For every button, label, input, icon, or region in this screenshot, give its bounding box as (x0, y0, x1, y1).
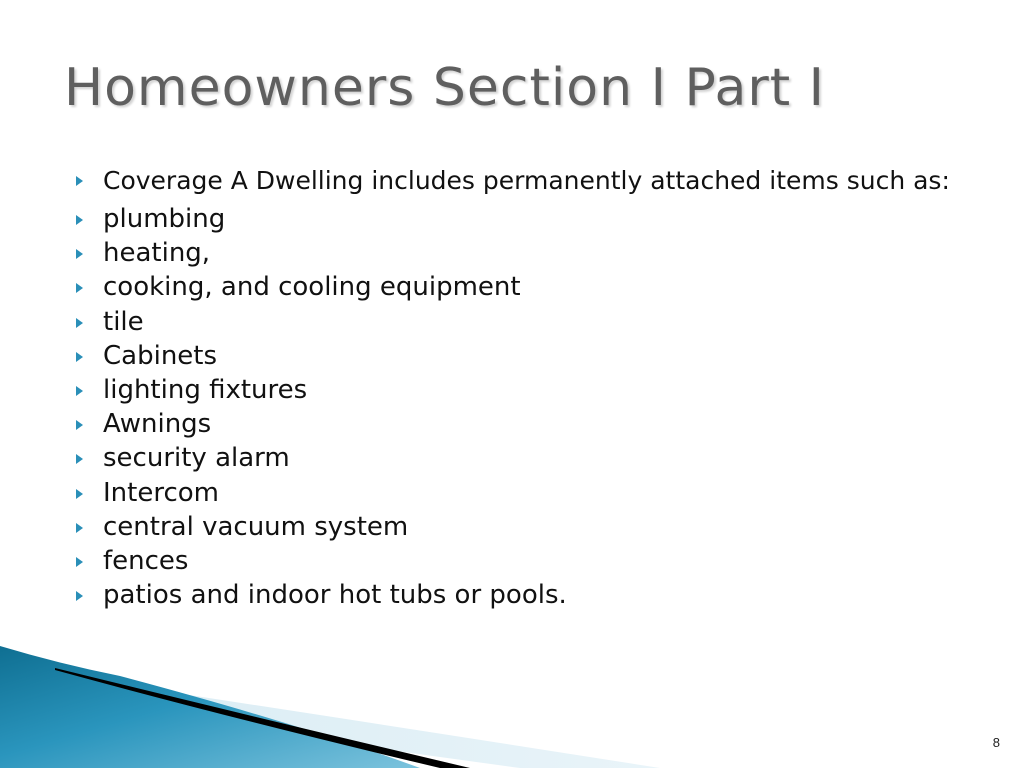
list-item-text: lighting fixtures (103, 375, 308, 406)
list-item-text: Coverage A Dwelling includes permanently attached items such as: (103, 166, 950, 195)
triangle-right-icon (76, 283, 83, 293)
list-item (74, 578, 974, 612)
list-item-text: Awnings (103, 409, 212, 440)
list-item-text: Intercom (103, 477, 219, 508)
list-item (74, 407, 974, 441)
list-item-text: central vacuum system (103, 511, 409, 542)
triangle-right-icon (76, 215, 83, 225)
list-item (74, 166, 974, 202)
list-item (74, 373, 974, 407)
triangle-right-icon (76, 489, 83, 499)
triangle-right-icon (76, 318, 83, 328)
list-item-text: plumbing (103, 204, 226, 234)
triangle-right-icon (76, 591, 83, 601)
triangle-right-icon (76, 420, 83, 430)
triangle-right-icon (76, 176, 83, 186)
list-item-text: cooking, and cooling equipment (103, 272, 521, 303)
triangle-right-icon (76, 352, 83, 362)
list-item-text: tile (103, 306, 144, 337)
list-item (74, 544, 974, 578)
triangle-right-icon (76, 249, 83, 259)
decorative-swoosh (0, 646, 660, 768)
list-item (74, 202, 974, 236)
triangle-right-icon (76, 557, 83, 567)
triangle-right-icon (76, 454, 83, 464)
bullet-list (74, 166, 974, 612)
page-number: 8 (992, 735, 1000, 750)
list-item (74, 510, 974, 544)
triangle-right-icon (76, 523, 83, 533)
list-item (74, 339, 974, 373)
list-item-text: security alarm (103, 443, 290, 474)
list-item (74, 305, 974, 339)
triangle-right-icon (76, 386, 83, 396)
slide-title: Homeowners Section I Part I (64, 58, 825, 118)
list-item-text: fences (103, 546, 189, 577)
list-item-text: patios and indoor hot tubs or pools. (103, 580, 567, 611)
list-item (74, 441, 974, 475)
list-item (74, 476, 974, 510)
list-item-text: heating, (103, 238, 211, 269)
list-item (74, 236, 974, 270)
list-item (74, 270, 974, 304)
list-item-text: Cabinets (103, 340, 218, 371)
